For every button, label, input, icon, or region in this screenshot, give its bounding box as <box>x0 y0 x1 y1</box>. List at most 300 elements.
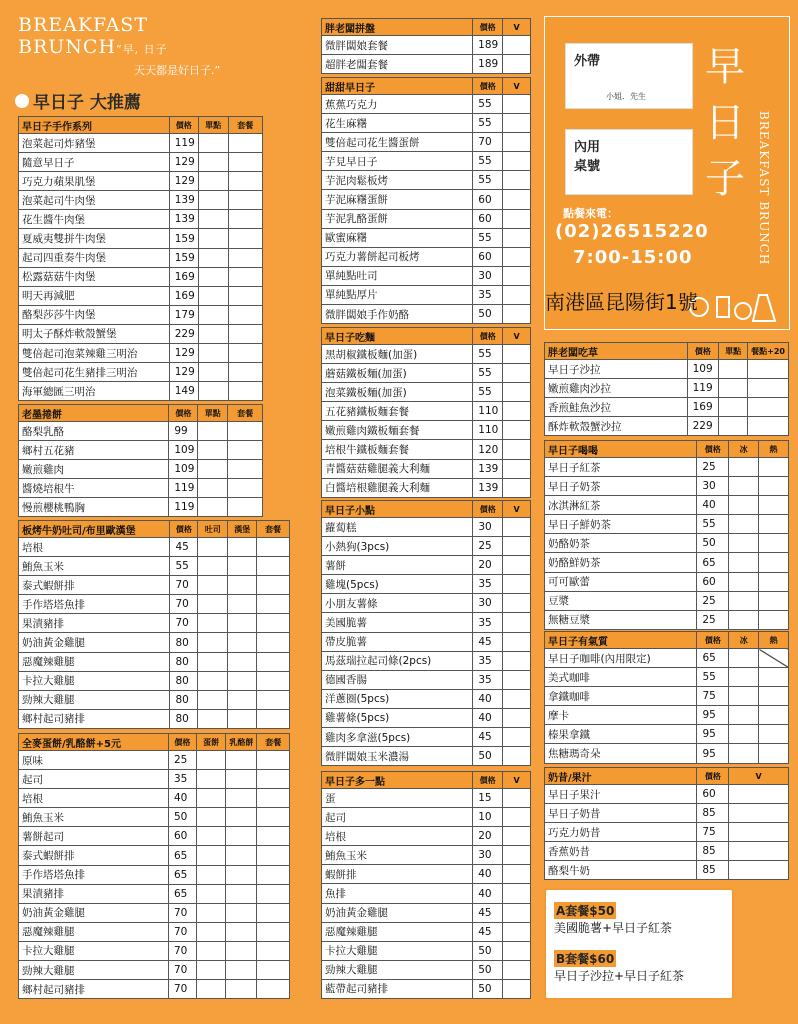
checkbox-cell[interactable] <box>228 210 263 229</box>
checkbox-cell[interactable] <box>226 770 257 789</box>
checkbox-cell[interactable] <box>748 398 789 417</box>
checkbox-cell[interactable] <box>257 903 290 922</box>
menu-item-row[interactable] <box>19 903 290 922</box>
checkbox-cell[interactable] <box>226 980 257 999</box>
checkbox-cell[interactable] <box>198 709 228 728</box>
checkbox-cell[interactable] <box>719 379 748 398</box>
checkbox-cell[interactable] <box>228 479 263 498</box>
checkbox-cell[interactable] <box>228 498 263 517</box>
menu-item-row[interactable] <box>545 861 789 880</box>
menu-item-row[interactable] <box>545 572 789 591</box>
menu-item-row[interactable] <box>19 498 263 517</box>
checkbox-cell[interactable] <box>228 595 257 614</box>
menu-item-row[interactable] <box>322 960 531 979</box>
menu-item-row[interactable] <box>322 305 531 324</box>
checkbox-cell[interactable] <box>198 286 228 305</box>
menu-item-row[interactable] <box>19 633 290 652</box>
menu-item-row[interactable] <box>19 382 263 401</box>
checkbox-cell[interactable] <box>198 479 228 498</box>
menu-item-row[interactable] <box>545 725 789 744</box>
checkbox-cell[interactable] <box>228 305 263 324</box>
checkbox-cell[interactable] <box>198 134 228 153</box>
checkbox-cell[interactable] <box>226 846 257 865</box>
menu-item-row[interactable] <box>19 595 290 614</box>
checkbox-cell[interactable] <box>503 345 531 364</box>
menu-item-row[interactable] <box>322 827 531 846</box>
checkbox-cell[interactable] <box>759 572 789 591</box>
checkbox-cell[interactable] <box>748 417 789 436</box>
menu-item-row[interactable] <box>19 789 290 808</box>
checkbox-cell[interactable] <box>729 668 759 687</box>
menu-item-row[interactable] <box>545 706 789 725</box>
checkbox-cell[interactable] <box>198 633 228 652</box>
menu-item-row[interactable] <box>322 979 531 998</box>
checkbox-cell[interactable] <box>198 210 228 229</box>
checkbox-cell[interactable] <box>198 229 228 248</box>
checkbox-cell[interactable] <box>257 595 290 614</box>
checkbox-cell[interactable] <box>257 576 290 595</box>
checkbox-cell[interactable] <box>196 884 226 903</box>
menu-item-row[interactable] <box>322 285 531 304</box>
menu-item-row[interactable] <box>19 479 263 498</box>
checkbox-cell[interactable] <box>228 153 263 172</box>
menu-item-row[interactable] <box>322 865 531 884</box>
checkbox-cell[interactable] <box>503 285 531 304</box>
checkbox-cell[interactable] <box>196 808 226 827</box>
checkbox-cell[interactable] <box>503 190 531 209</box>
checkbox-cell[interactable] <box>257 538 290 557</box>
menu-item-row[interactable] <box>322 95 531 114</box>
checkbox-cell[interactable] <box>196 827 226 846</box>
menu-item-row[interactable] <box>19 576 290 595</box>
menu-item-row[interactable] <box>19 363 263 382</box>
checkbox-cell[interactable] <box>729 706 759 725</box>
menu-item-row[interactable] <box>322 708 531 727</box>
menu-item-row[interactable] <box>322 228 531 247</box>
checkbox-cell[interactable] <box>503 846 531 865</box>
checkbox-cell[interactable] <box>198 324 228 343</box>
menu-item-row[interactable] <box>545 591 789 610</box>
menu-item-row[interactable] <box>19 557 290 576</box>
checkbox-cell[interactable] <box>196 922 226 941</box>
checkbox-cell[interactable] <box>198 172 228 191</box>
menu-item-row[interactable] <box>322 383 531 402</box>
checkbox-cell[interactable] <box>759 496 789 515</box>
menu-item-row[interactable] <box>322 266 531 285</box>
menu-item-row[interactable] <box>545 417 789 436</box>
menu-item-row[interactable] <box>322 670 531 689</box>
checkbox-cell[interactable] <box>503 922 531 941</box>
menu-item-row[interactable] <box>19 153 263 172</box>
checkbox-cell[interactable] <box>503 421 531 440</box>
menu-item-row[interactable] <box>19 770 290 789</box>
checkbox-cell[interactable] <box>228 324 263 343</box>
checkbox-cell[interactable] <box>257 922 290 941</box>
menu-item-row[interactable] <box>19 671 290 690</box>
checkbox-cell[interactable] <box>196 751 226 770</box>
menu-item-row[interactable] <box>322 575 531 594</box>
checkbox-cell[interactable] <box>503 960 531 979</box>
checkbox-cell[interactable] <box>503 383 531 402</box>
menu-item-row[interactable] <box>19 538 290 557</box>
menu-item-row[interactable] <box>545 477 789 496</box>
checkbox-cell[interactable] <box>198 305 228 324</box>
checkbox-cell[interactable] <box>729 591 759 610</box>
menu-item-row[interactable] <box>322 689 531 708</box>
checkbox-cell[interactable] <box>503 789 531 808</box>
checkbox-cell[interactable] <box>503 827 531 846</box>
takeout-box[interactable] <box>565 43 693 109</box>
checkbox-cell[interactable] <box>729 823 789 842</box>
menu-item-row[interactable] <box>322 537 531 556</box>
checkbox-cell[interactable] <box>503 152 531 171</box>
menu-item-row[interactable] <box>545 398 789 417</box>
checkbox-cell[interactable] <box>759 744 789 763</box>
checkbox-cell[interactable] <box>228 286 263 305</box>
menu-item-row[interactable] <box>19 884 290 903</box>
checkbox-cell[interactable] <box>226 808 257 827</box>
checkbox-cell[interactable] <box>503 228 531 247</box>
menu-item-row[interactable] <box>322 613 531 632</box>
menu-item-row[interactable] <box>322 903 531 922</box>
phone-number[interactable]: (02)26515220 <box>555 221 709 242</box>
checkbox-cell[interactable] <box>503 865 531 884</box>
checkbox-cell[interactable] <box>503 941 531 960</box>
checkbox-cell[interactable] <box>228 134 263 153</box>
menu-item-row[interactable] <box>322 478 531 497</box>
checkbox-cell[interactable] <box>503 95 531 114</box>
checkbox-cell[interactable] <box>226 922 257 941</box>
checkbox-cell[interactable] <box>729 687 759 706</box>
menu-item-row[interactable] <box>19 846 290 865</box>
checkbox-cell[interactable] <box>719 417 748 436</box>
checkbox-cell[interactable] <box>503 247 531 266</box>
checkbox-cell[interactable] <box>503 55 531 74</box>
checkbox-cell[interactable] <box>198 576 228 595</box>
menu-item-row[interactable] <box>322 459 531 478</box>
checkbox-cell[interactable] <box>503 594 531 613</box>
menu-item-row[interactable] <box>545 534 789 553</box>
menu-item-row[interactable] <box>322 440 531 459</box>
menu-item-row[interactable] <box>322 152 531 171</box>
menu-item-row[interactable] <box>322 846 531 865</box>
checkbox-cell[interactable] <box>729 744 759 763</box>
menu-item-row[interactable] <box>545 823 789 842</box>
checkbox-cell[interactable] <box>228 576 257 595</box>
menu-item-row[interactable] <box>322 922 531 941</box>
menu-item-row[interactable] <box>19 286 263 305</box>
checkbox-cell[interactable] <box>198 538 228 557</box>
checkbox-cell[interactable] <box>503 518 531 537</box>
menu-item-row[interactable] <box>545 458 789 477</box>
checkbox-cell[interactable] <box>257 614 290 633</box>
checkbox-cell[interactable] <box>257 827 290 846</box>
checkbox-cell[interactable] <box>503 575 531 594</box>
checkbox-cell[interactable] <box>228 191 263 210</box>
checkbox-cell[interactable] <box>228 382 263 401</box>
menu-item-row[interactable] <box>322 402 531 421</box>
menu-item-row[interactable] <box>322 747 531 766</box>
checkbox-cell[interactable] <box>503 903 531 922</box>
menu-item-row[interactable] <box>19 460 263 479</box>
checkbox-cell[interactable] <box>503 689 531 708</box>
menu-item-row[interactable] <box>19 614 290 633</box>
checkbox-cell[interactable] <box>228 633 257 652</box>
checkbox-cell[interactable] <box>257 557 290 576</box>
checkbox-cell[interactable] <box>257 690 290 709</box>
checkbox-cell[interactable] <box>198 671 228 690</box>
checkbox-cell[interactable] <box>228 344 263 363</box>
menu-item-row[interactable] <box>545 687 789 706</box>
checkbox-cell[interactable] <box>729 842 789 861</box>
menu-item-row[interactable] <box>19 344 263 363</box>
checkbox-cell[interactable] <box>198 460 228 479</box>
checkbox-cell[interactable] <box>759 458 789 477</box>
menu-item-row[interactable] <box>322 808 531 827</box>
menu-item-row[interactable] <box>545 744 789 763</box>
menu-item-row[interactable] <box>322 36 531 55</box>
menu-item-row[interactable] <box>322 789 531 808</box>
checkbox-cell[interactable] <box>228 267 263 286</box>
checkbox-cell[interactable] <box>503 670 531 689</box>
checkbox-cell[interactable] <box>729 785 789 804</box>
menu-item-row[interactable] <box>19 441 263 460</box>
menu-item-row[interactable] <box>19 248 263 267</box>
checkbox-cell[interactable] <box>759 553 789 572</box>
checkbox-cell[interactable] <box>257 846 290 865</box>
menu-item-row[interactable] <box>322 594 531 613</box>
checkbox-cell[interactable] <box>503 36 531 55</box>
menu-item-row[interactable] <box>545 515 789 534</box>
menu-item-row[interactable] <box>19 808 290 827</box>
checkbox-cell[interactable] <box>759 591 789 610</box>
checkbox-cell[interactable] <box>729 610 759 629</box>
menu-item-row[interactable] <box>545 360 789 379</box>
menu-item-row[interactable] <box>19 229 263 248</box>
checkbox-cell[interactable] <box>198 191 228 210</box>
checkbox-cell[interactable] <box>226 751 257 770</box>
checkbox-cell[interactable] <box>228 229 263 248</box>
checkbox-cell[interactable] <box>719 398 748 417</box>
checkbox-cell[interactable] <box>257 652 290 671</box>
checkbox-cell[interactable] <box>198 690 228 709</box>
menu-item-row[interactable] <box>322 114 531 133</box>
menu-item-row[interactable] <box>322 941 531 960</box>
checkbox-cell[interactable] <box>503 209 531 228</box>
checkbox-cell[interactable] <box>228 248 263 267</box>
menu-item-row[interactable] <box>19 865 290 884</box>
checkbox-cell[interactable] <box>503 884 531 903</box>
menu-item-row[interactable] <box>19 652 290 671</box>
menu-item-row[interactable] <box>322 133 531 152</box>
menu-item-row[interactable] <box>322 345 531 364</box>
checkbox-cell[interactable] <box>257 709 290 728</box>
checkbox-cell[interactable] <box>198 652 228 671</box>
checkbox-cell[interactable] <box>257 808 290 827</box>
checkbox-cell[interactable] <box>257 671 290 690</box>
checkbox-cell[interactable] <box>729 725 759 744</box>
checkbox-cell[interactable] <box>228 557 257 576</box>
menu-item-row[interactable] <box>322 556 531 575</box>
checkbox-cell[interactable] <box>198 267 228 286</box>
menu-item-row[interactable] <box>19 709 290 728</box>
checkbox-cell[interactable] <box>198 382 228 401</box>
checkbox-cell[interactable] <box>198 153 228 172</box>
checkbox-cell[interactable] <box>226 865 257 884</box>
menu-item-row[interactable] <box>322 247 531 266</box>
checkbox-cell[interactable] <box>729 572 759 591</box>
checkbox-cell[interactable] <box>198 344 228 363</box>
checkbox-cell[interactable] <box>729 534 759 553</box>
checkbox-cell[interactable] <box>729 861 789 880</box>
menu-item-row[interactable] <box>19 267 263 286</box>
menu-item-row[interactable] <box>19 961 290 980</box>
checkbox-cell[interactable] <box>729 649 759 668</box>
checkbox-cell[interactable] <box>228 671 257 690</box>
menu-item-row[interactable] <box>545 668 789 687</box>
checkbox-cell[interactable] <box>196 865 226 884</box>
menu-item-row[interactable] <box>545 842 789 861</box>
checkbox-cell[interactable] <box>226 884 257 903</box>
checkbox-cell[interactable] <box>759 610 789 629</box>
menu-item-row[interactable] <box>322 209 531 228</box>
menu-item-row[interactable] <box>19 980 290 999</box>
checkbox-cell[interactable] <box>759 687 789 706</box>
checkbox-cell[interactable] <box>503 808 531 827</box>
checkbox-cell[interactable] <box>257 980 290 999</box>
menu-item-row[interactable] <box>19 690 290 709</box>
checkbox-cell[interactable] <box>503 440 531 459</box>
menu-item-row[interactable] <box>19 210 263 229</box>
menu-item-row[interactable] <box>19 422 263 441</box>
checkbox-cell[interactable] <box>228 363 263 382</box>
checkbox-cell[interactable] <box>503 364 531 383</box>
menu-item-row[interactable] <box>19 941 290 960</box>
menu-item-row[interactable] <box>322 632 531 651</box>
checkbox-cell[interactable] <box>228 652 257 671</box>
menu-item-row[interactable] <box>545 553 789 572</box>
checkbox-cell[interactable] <box>196 789 226 808</box>
checkbox-cell[interactable] <box>503 266 531 285</box>
menu-item-row[interactable] <box>322 651 531 670</box>
checkbox-cell[interactable] <box>226 789 257 808</box>
checkbox-cell[interactable] <box>503 459 531 478</box>
checkbox-cell[interactable] <box>226 961 257 980</box>
checkbox-cell[interactable] <box>503 632 531 651</box>
checkbox-cell[interactable] <box>503 651 531 670</box>
menu-item-row[interactable] <box>19 191 263 210</box>
checkbox-cell[interactable] <box>257 941 290 960</box>
checkbox-cell[interactable] <box>226 941 257 960</box>
menu-item-row[interactable] <box>19 172 263 191</box>
checkbox-cell[interactable] <box>226 827 257 846</box>
checkbox-cell[interactable] <box>503 613 531 632</box>
menu-item-row[interactable] <box>322 55 531 74</box>
checkbox-cell[interactable] <box>729 477 759 496</box>
checkbox-cell[interactable] <box>228 538 257 557</box>
checkbox-cell[interactable] <box>226 903 257 922</box>
menu-item-row[interactable] <box>19 305 263 324</box>
checkbox-cell[interactable] <box>503 708 531 727</box>
menu-item-row[interactable] <box>545 785 789 804</box>
checkbox-cell[interactable] <box>228 422 263 441</box>
checkbox-cell[interactable] <box>729 804 789 823</box>
checkbox-cell[interactable] <box>228 460 263 479</box>
menu-item-row[interactable] <box>322 171 531 190</box>
checkbox-cell[interactable] <box>729 458 759 477</box>
menu-item-row[interactable] <box>322 884 531 903</box>
checkbox-cell[interactable] <box>228 172 263 191</box>
checkbox-cell[interactable] <box>198 595 228 614</box>
menu-item-row[interactable] <box>19 324 263 343</box>
checkbox-cell[interactable] <box>196 980 226 999</box>
checkbox-cell[interactable] <box>503 305 531 324</box>
checkbox-cell[interactable] <box>196 941 226 960</box>
checkbox-cell[interactable] <box>759 706 789 725</box>
checkbox-cell[interactable] <box>503 537 531 556</box>
checkbox-cell[interactable] <box>503 133 531 152</box>
checkbox-cell[interactable] <box>198 363 228 382</box>
checkbox-cell[interactable] <box>257 633 290 652</box>
checkbox-cell[interactable] <box>503 728 531 747</box>
checkbox-cell[interactable] <box>228 614 257 633</box>
checkbox-cell[interactable] <box>729 496 759 515</box>
checkbox-cell[interactable] <box>198 422 228 441</box>
menu-item-row[interactable] <box>19 827 290 846</box>
checkbox-cell[interactable] <box>196 961 226 980</box>
checkbox-cell[interactable] <box>759 725 789 744</box>
menu-item-row[interactable] <box>19 922 290 941</box>
checkbox-cell[interactable] <box>729 515 759 534</box>
checkbox-cell[interactable] <box>196 903 226 922</box>
checkbox-cell[interactable] <box>748 379 789 398</box>
checkbox-cell[interactable] <box>759 534 789 553</box>
checkbox-cell[interactable] <box>198 498 228 517</box>
checkbox-cell[interactable] <box>759 515 789 534</box>
menu-item-row[interactable] <box>19 134 263 153</box>
menu-item-row[interactable] <box>322 518 531 537</box>
menu-item-row[interactable] <box>322 728 531 747</box>
dinein-box[interactable] <box>565 129 693 195</box>
checkbox-cell[interactable] <box>257 865 290 884</box>
checkbox-cell[interactable] <box>503 979 531 998</box>
checkbox-cell[interactable] <box>228 690 257 709</box>
checkbox-cell[interactable] <box>198 441 228 460</box>
checkbox-cell[interactable] <box>719 360 748 379</box>
menu-item-row[interactable] <box>545 496 789 515</box>
checkbox-cell[interactable] <box>503 478 531 497</box>
checkbox-cell[interactable] <box>257 751 290 770</box>
menu-item-row[interactable] <box>322 190 531 209</box>
checkbox-cell[interactable] <box>759 477 789 496</box>
checkbox-cell[interactable] <box>748 360 789 379</box>
menu-item-row[interactable] <box>545 804 789 823</box>
menu-item-row[interactable] <box>322 364 531 383</box>
checkbox-cell[interactable] <box>759 668 789 687</box>
menu-item-row[interactable] <box>322 421 531 440</box>
checkbox-cell[interactable] <box>196 846 226 865</box>
checkbox-cell[interactable] <box>503 171 531 190</box>
checkbox-cell[interactable] <box>503 402 531 421</box>
checkbox-cell[interactable] <box>198 614 228 633</box>
menu-item-row[interactable] <box>19 751 290 770</box>
checkbox-cell[interactable] <box>228 441 263 460</box>
checkbox-cell[interactable] <box>198 557 228 576</box>
checkbox-cell[interactable] <box>198 248 228 267</box>
checkbox-cell[interactable] <box>228 709 257 728</box>
menu-item-row[interactable] <box>545 379 789 398</box>
checkbox-cell[interactable] <box>729 553 759 572</box>
